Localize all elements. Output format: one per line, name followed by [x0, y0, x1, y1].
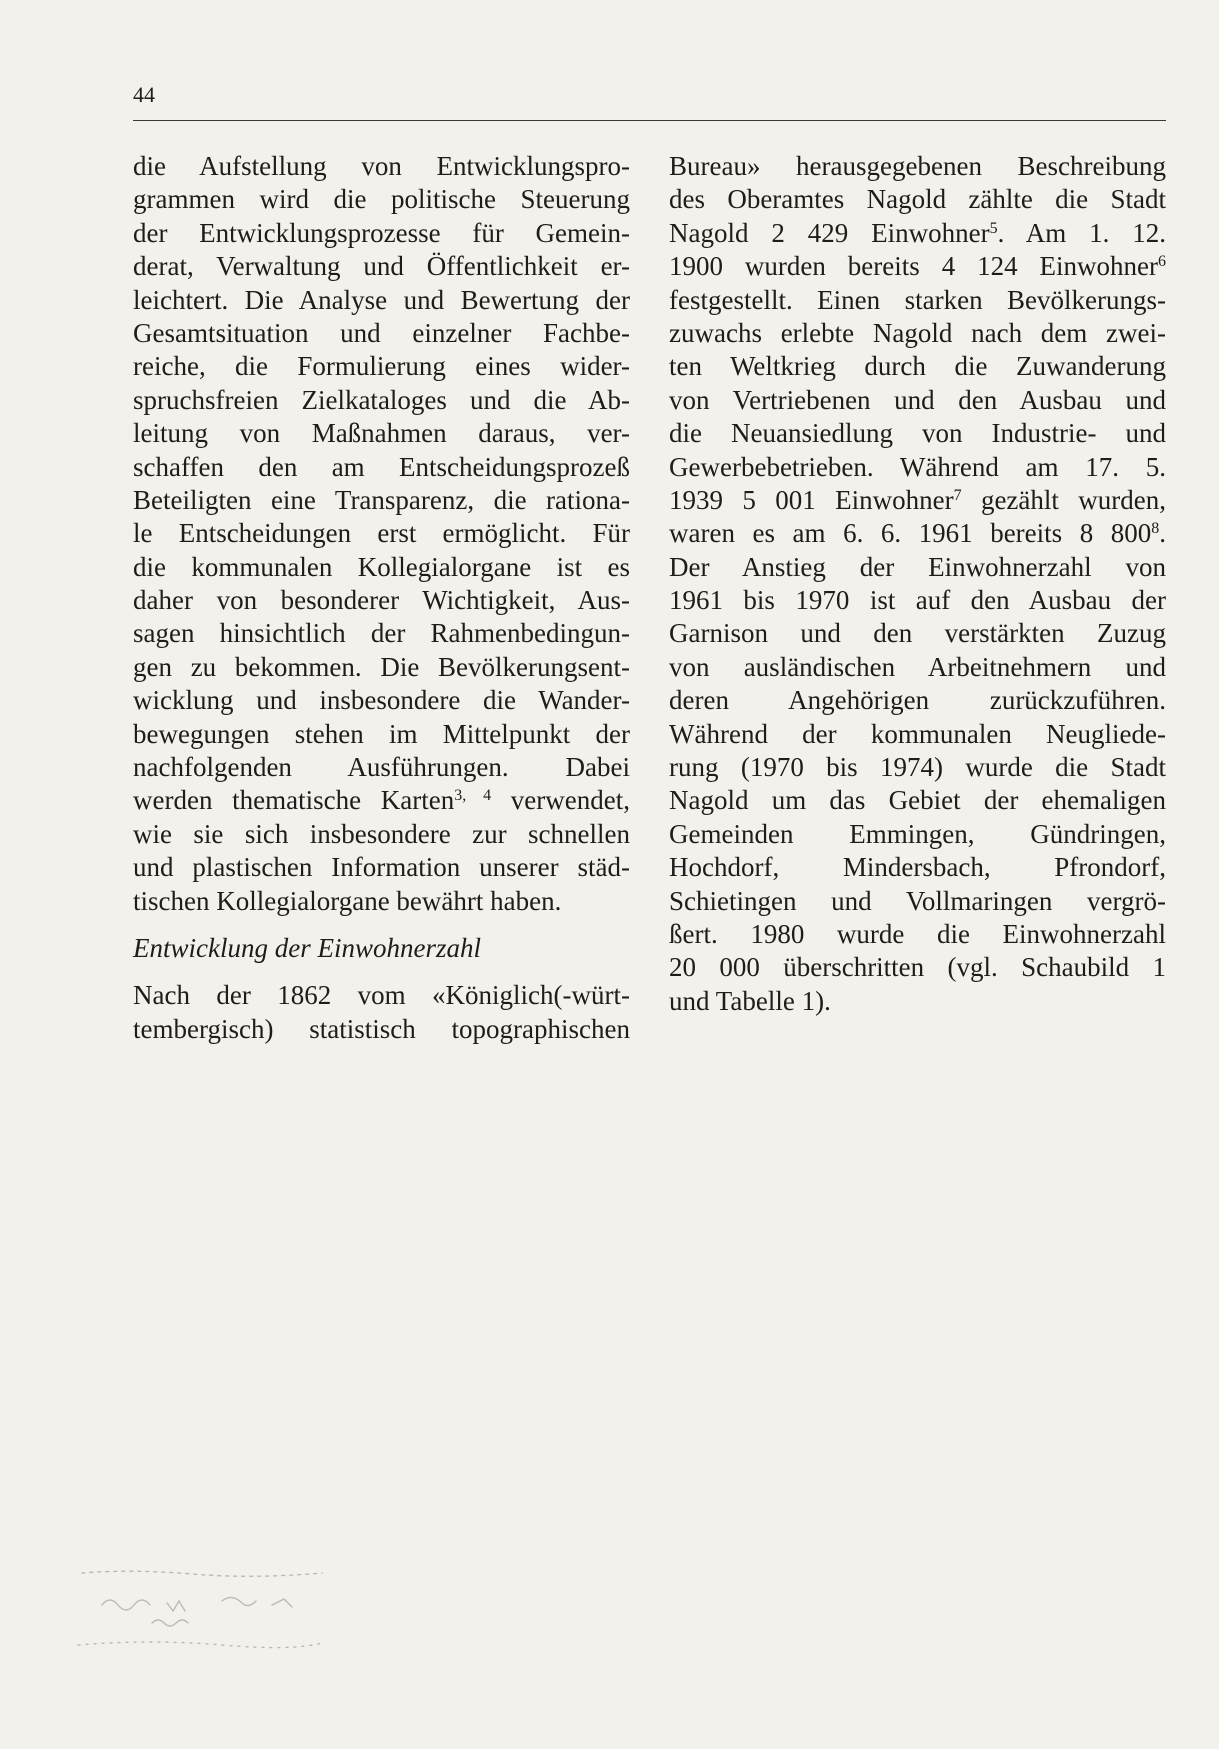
- text-line: Hochdorf, Mindersbach, Pfrondorf,: [669, 852, 1166, 883]
- text-fragment: gezählt wurden,: [961, 484, 1166, 515]
- footnote-ref: 7: [953, 487, 962, 505]
- text-line: ßert. 1980 wurde die Einwohnerzahl: [669, 918, 1166, 949]
- text-line-with-footnote: [669, 517, 1166, 550]
- text-line: Gemeinden Emmingen, Gündringen,: [669, 818, 1166, 849]
- text-line: leichtert. Die Analyse und Bewertung der: [133, 284, 630, 315]
- text-line: des Oberamtes Nagold zählte die Stadt: [669, 184, 1166, 215]
- text-line: ten Weltkrieg durch die Zuwanderung: [669, 351, 1166, 382]
- text-line: nachfolgenden Ausführungen. Dabei: [133, 752, 630, 783]
- text-line: tembergisch) statistisch topographischen: [133, 1013, 630, 1044]
- text-line-with-footnote: [669, 217, 1166, 250]
- text-fragment: 1900 wurden bereits 4 124 Einwohner: [669, 251, 1158, 282]
- text-line: wie sie sich insbesondere zur schnellen: [133, 818, 630, 849]
- text-line: festgestellt. Einen starken Bevölkerungs-: [669, 284, 1166, 315]
- text-line: deren Angehörigen zurückzuführen.: [669, 685, 1166, 716]
- footnote-ref: 3, 4: [454, 787, 492, 805]
- paragraph-population: [133, 979, 630, 1046]
- text-line: der Entwicklungsprozesse für Gemein-: [133, 217, 630, 248]
- text-line: Nach der 1862 vom «Königlich(-würt-: [133, 980, 630, 1011]
- text-fragment: waren es am 6. 6. 1961 bereits 8 800: [669, 518, 1152, 549]
- page-number: 44: [133, 82, 155, 107]
- text-line: 1961 bis 1970 ist auf den Ausbau der: [669, 585, 1166, 616]
- text-line: le Entscheidungen erst ermöglicht. Für: [133, 518, 630, 549]
- footnote-ref: 6: [1158, 253, 1166, 271]
- text-line: rung (1970 bis 1974) wurde die Stadt: [669, 752, 1166, 783]
- section-heading: Entwicklung der Einwohnerzahl: [133, 932, 481, 963]
- text-line: die kommunalen Kollegialorgane ist es: [133, 551, 630, 582]
- text-fragment: 1939 5 001 Einwohner: [669, 484, 954, 515]
- text-fragment: werden thematische Karten: [133, 785, 455, 816]
- text-line-with-footnote: [669, 484, 1166, 517]
- text-line: Bureau» herausgegebenen Beschreibung: [669, 151, 1166, 181]
- text-fragment: verwendet,: [491, 785, 630, 816]
- text-line: Schietingen und Vollmaringen vergrö-: [669, 885, 1166, 916]
- text-line: Der Anstieg der Einwohnerzahl von: [669, 551, 1166, 582]
- text-fragment: Nagold 2 429 Einwohner: [669, 217, 990, 248]
- text-line: grammen wird die politische Steuerung: [133, 184, 630, 215]
- faded-stamp-mark: [72, 1565, 332, 1655]
- text-line: schaffen den am Entscheidungsprozeß: [133, 451, 630, 482]
- text-line: Während der kommunalen Neugliede-: [669, 718, 1166, 749]
- text-line: spruchsfreien Zielkataloges und die Ab-: [133, 384, 630, 415]
- header-rule: [133, 120, 1166, 121]
- text-line: bewegungen stehen im Mittelpunkt der: [133, 718, 630, 749]
- text-line-with-footnote: [669, 250, 1166, 283]
- text-line: die Aufstellung von Entwicklungspro-: [133, 151, 630, 181]
- text-line: gen zu bekommen. Die Bevölkerungsent-: [133, 651, 630, 682]
- text-line: Gesamtsituation und einzelner Fachbe-: [133, 317, 630, 348]
- left-column: [133, 150, 630, 1046]
- text-line: wicklung und insbesondere die Wander-: [133, 685, 630, 716]
- text-line: sagen hinsichtlich der Rahmenbedingun-: [133, 618, 630, 649]
- text-line: von ausländischen Arbeitnehmern und: [669, 651, 1166, 682]
- text-line: derat, Verwaltung und Öffentlichkeit er-: [133, 251, 630, 282]
- text-line: leitung von Maßnahmen daraus, ver-: [133, 418, 630, 449]
- text-fragment: . Am 1. 12.: [997, 217, 1166, 248]
- text-line: und Tabelle 1).: [669, 985, 831, 1016]
- text-line-with-footnote: [133, 784, 630, 817]
- text-line: Garnison und den verstärkten Zuzug: [669, 618, 1166, 649]
- text-line: zuwachs erlebte Nagold nach dem zwei-: [669, 317, 1166, 348]
- text-fragment: .: [1159, 518, 1166, 549]
- text-line: reiche, die Formulierung eines wider-: [133, 351, 630, 382]
- text-line: Gewerbebetrieben. Während am 17. 5.: [669, 451, 1166, 482]
- footnote-ref: 5: [989, 219, 998, 237]
- text-line: und plastischen Information unserer städ-: [133, 852, 630, 883]
- paragraph-intro: [133, 150, 630, 918]
- text-line: 20 000 überschritten (vgl. Schaubild 1: [669, 952, 1166, 983]
- text-line: Beteiligten eine Transparenz, die rationa-: [133, 484, 630, 515]
- text-line: tischen Kollegialorgane bewährt haben.: [133, 885, 562, 916]
- footnote-ref: 8: [1151, 520, 1160, 538]
- text-line: Nagold um das Gebiet der ehemaligen: [669, 785, 1166, 816]
- text-line: von Vertriebenen und den Ausbau und: [669, 384, 1166, 415]
- text-line: daher von besonderer Wichtigkeit, Aus-: [133, 585, 630, 616]
- right-column: [669, 150, 1166, 1018]
- text-line: die Neuansiedlung von Industrie- und: [669, 418, 1166, 449]
